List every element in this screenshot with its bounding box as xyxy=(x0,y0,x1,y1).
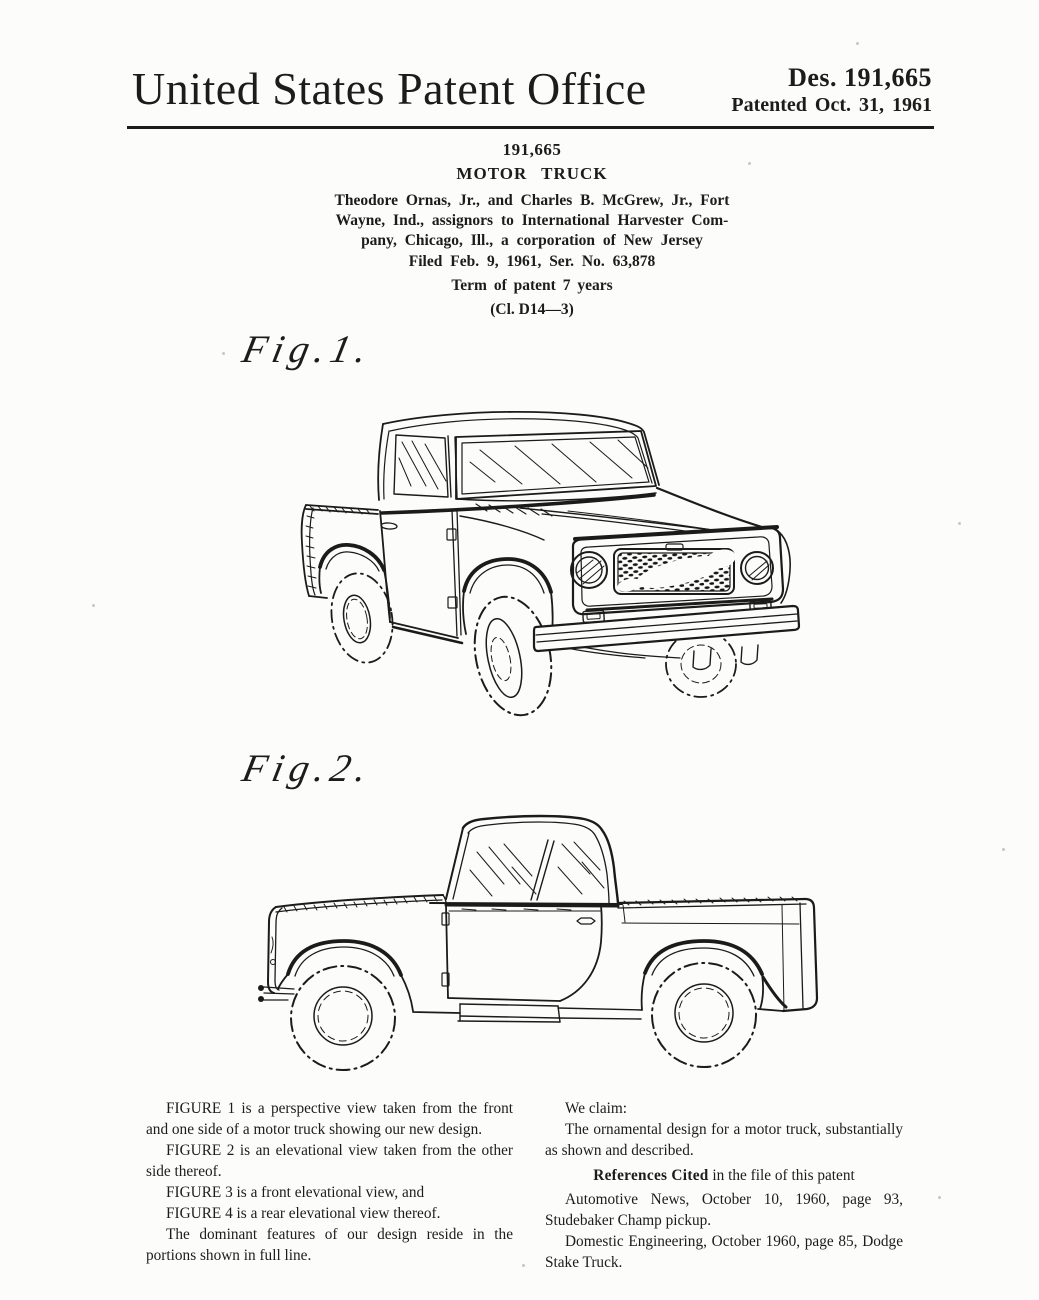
reference-item: Domestic Engineering, October 1960, page 85, Dodge Stake Truck. xyxy=(545,1233,903,1271)
fig1-belt-line xyxy=(382,493,656,516)
fig2-front-wheel xyxy=(291,966,395,1070)
references-heading xyxy=(545,1165,903,1186)
fig1-front-bumper xyxy=(534,606,799,669)
fig1-door-hinge xyxy=(447,529,456,540)
fig2-belt-line xyxy=(430,903,622,911)
fig1-front-wheel xyxy=(464,590,561,723)
fig1-door-handle xyxy=(381,522,397,529)
fig1-far-front-wheel xyxy=(666,631,736,697)
scan-speckle xyxy=(92,604,95,607)
scan-speckle xyxy=(748,162,751,165)
patent-serial-number: 191,665 xyxy=(502,140,562,159)
inventors-line: Theodore Ornas, Jr., and Charles B. McGrew, Jr., Fort xyxy=(334,192,730,209)
references-heading-rest: in the file of this patent xyxy=(708,1167,855,1184)
figure-2-drawing xyxy=(252,812,852,1087)
inventors-line: Wayne, Ind., assignors to International Harvester Com- xyxy=(335,212,729,229)
figure-1-drawing xyxy=(280,398,850,733)
reference-item: Automotive News, October 10, 1960, page 93, Studebaker Champ pickup. xyxy=(545,1191,903,1229)
fig2-front-bumper-bracket xyxy=(258,985,294,1002)
figure-description: FIGURE 1 is a perspective view taken from the front and one side of a motor truck showing our new design. xyxy=(146,1100,513,1138)
figure-description: FIGURE 4 is a rear elevational view thereof. xyxy=(166,1205,441,1222)
header-right-block xyxy=(731,64,932,117)
fig2-rear-wheel xyxy=(652,963,756,1067)
term-line: Term of patent 7 years xyxy=(451,277,613,294)
design-features-note: The dominant features of our design reside in the portions shown in full line. xyxy=(146,1226,513,1264)
fig2-hood xyxy=(276,895,446,912)
claim-column xyxy=(545,1098,903,1273)
scan-speckle xyxy=(856,42,859,45)
fig2-door-handle xyxy=(577,918,595,924)
page-title: United States Patent Office xyxy=(132,63,647,114)
fig1-windshield xyxy=(456,431,656,499)
fig2-rear-fender xyxy=(642,941,763,1010)
claim-intro: We claim: xyxy=(565,1100,628,1117)
claim-text: The ornamental design for a motor truck, substantially as shown and described. xyxy=(545,1121,903,1159)
fig1-rear-wheel xyxy=(325,568,400,667)
scan-speckle xyxy=(522,1264,525,1267)
description-column xyxy=(146,1098,513,1266)
fig2-bed xyxy=(618,897,817,1011)
scan-speckle xyxy=(958,522,961,525)
figure-description: FIGURE 3 is a front elevational view, and xyxy=(166,1184,425,1201)
invention-title: MOTOR TRUCK xyxy=(456,164,608,183)
fig1-rear-fender xyxy=(319,545,390,618)
scan-speckle xyxy=(222,352,225,355)
fig1-grille xyxy=(614,547,738,595)
inventors-paragraph xyxy=(132,191,932,251)
fig1-side-window xyxy=(394,435,457,498)
scan-speckle xyxy=(1002,848,1005,851)
fig1-front-fender xyxy=(460,516,553,634)
header-divider-rule xyxy=(127,126,934,129)
filed-line: Filed Feb. 9, 1961, Ser. No. 63,878 xyxy=(408,253,656,270)
classification-line: (Cl. D14—3) xyxy=(490,301,574,318)
figure-1-label: Fig.1. xyxy=(238,328,377,371)
fig2-cab-windows xyxy=(470,840,604,900)
figure-2-label: Fig.2. xyxy=(238,747,377,790)
references-heading-bold: References Cited xyxy=(593,1167,709,1184)
patent-number: Des. 191,665 xyxy=(788,63,932,92)
fig2-rocker-step xyxy=(458,1004,642,1022)
fig2-door xyxy=(442,905,602,1001)
fig1-door xyxy=(380,510,462,643)
scan-speckle xyxy=(938,1196,941,1199)
fig1-bumper-brackets xyxy=(693,645,758,669)
inventors-line: pany, Chicago, Ill., a corporation of New Jersey xyxy=(361,232,703,249)
figure-description: FIGURE 2 is an elevational view taken from the other side thereof. xyxy=(146,1142,513,1180)
patented-date: Patented Oct. 31, 1961 xyxy=(731,93,932,116)
fig2-nose xyxy=(268,907,282,993)
